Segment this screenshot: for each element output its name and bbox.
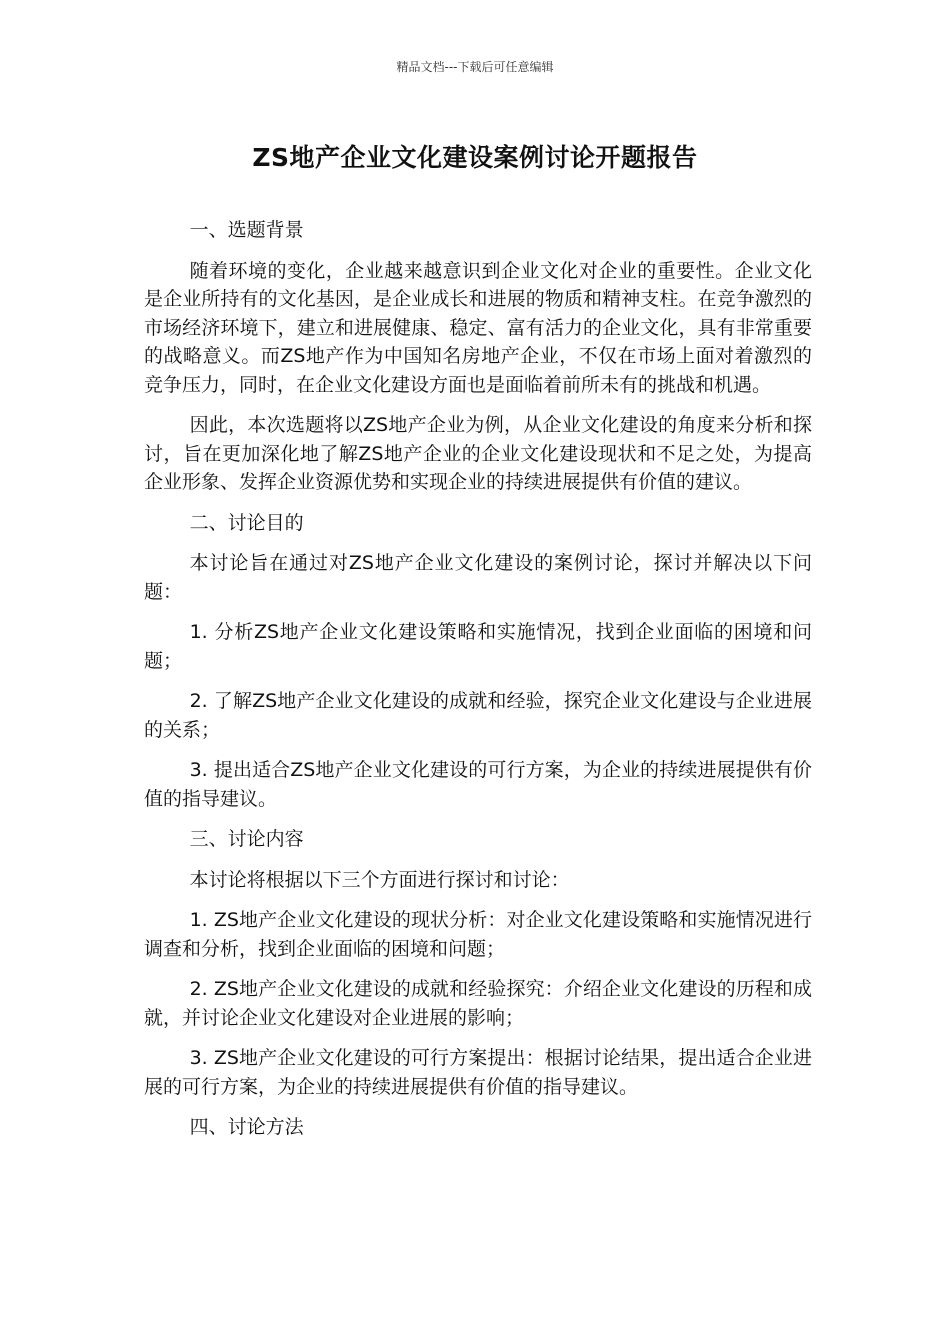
list-item: 2. ZS地产企业文化建设的成就和经验探究：介绍企业文化建设的历程和成就，并讨论企业文化建设对企业进展的影响； bbox=[144, 978, 812, 1029]
document-title: ZS地产企业文化建设案例讨论开题报告 bbox=[252, 143, 698, 172]
section-heading-background: 一、选题背景 bbox=[189, 219, 304, 241]
section-heading-method: 四、讨论方法 bbox=[189, 1116, 304, 1138]
list-item: 2. 了解ZS地产企业文化建设的成就和经验，探究企业文化建设与企业进展的关系； bbox=[144, 690, 812, 741]
section-heading-content: 三、讨论内容 bbox=[189, 828, 304, 850]
paragraph: 本讨论将根据以下三个方面进行探讨和讨论： bbox=[189, 868, 570, 891]
list-item: 1. 分析ZS地产企业文化建设策略和实施情况，找到企业面临的困境和问题； bbox=[144, 621, 812, 672]
section-heading-purpose: 二、讨论目的 bbox=[189, 511, 304, 534]
list-item: 3. 提出适合ZS地产企业文化建设的可行方案，为企业的持续进展提供有价值的指导建议。 bbox=[144, 759, 812, 810]
paragraph: 因此，本次选题将以ZS地产企业为例，从企业文化建设的角度来分析和探讨，旨在更加深化地了解ZS地产企业的企业文化建设现状和不足之处，为提高企业形象、发挥企业资源优势和实现企业的持续进展提供有价值的建议。 bbox=[144, 414, 812, 493]
paragraph: 随着环境的变化，企业越来越意识到企业文化对企业的重要性。企业文化是企业所持有的文化基因，是企业成长和进展的物质和精神支柱。在竞争激烈的市场经济环境下，建立和进展健康、稳定、富有活力的企业文化，具有非常重要的战略意义。而ZS地产作为中国知名房地产企业，不仅在市场上面对着激烈的竞争压力，同时，在企业文化建设方面也是面临着前所未有的挑战和机遇。 bbox=[144, 259, 812, 396]
list-item: 1. ZS地产企业文化建设的现状分析：对企业文化建设策略和实施情况进行调查和分析，找到企业面临的困境和问题； bbox=[144, 909, 812, 960]
document-body bbox=[144, 216, 812, 1154]
page-header: 精品文档---下载后可任意编辑 bbox=[396, 60, 554, 74]
paragraph: 本讨论旨在通过对ZS地产企业文化建设的案例讨论，探讨并解决以下问题： bbox=[144, 552, 812, 603]
list-item: 3. ZS地产企业文化建设的可行方案提出：根据讨论结果，提出适合企业进展的可行方案，为企业的持续进展提供有价值的指导建议。 bbox=[144, 1047, 812, 1098]
